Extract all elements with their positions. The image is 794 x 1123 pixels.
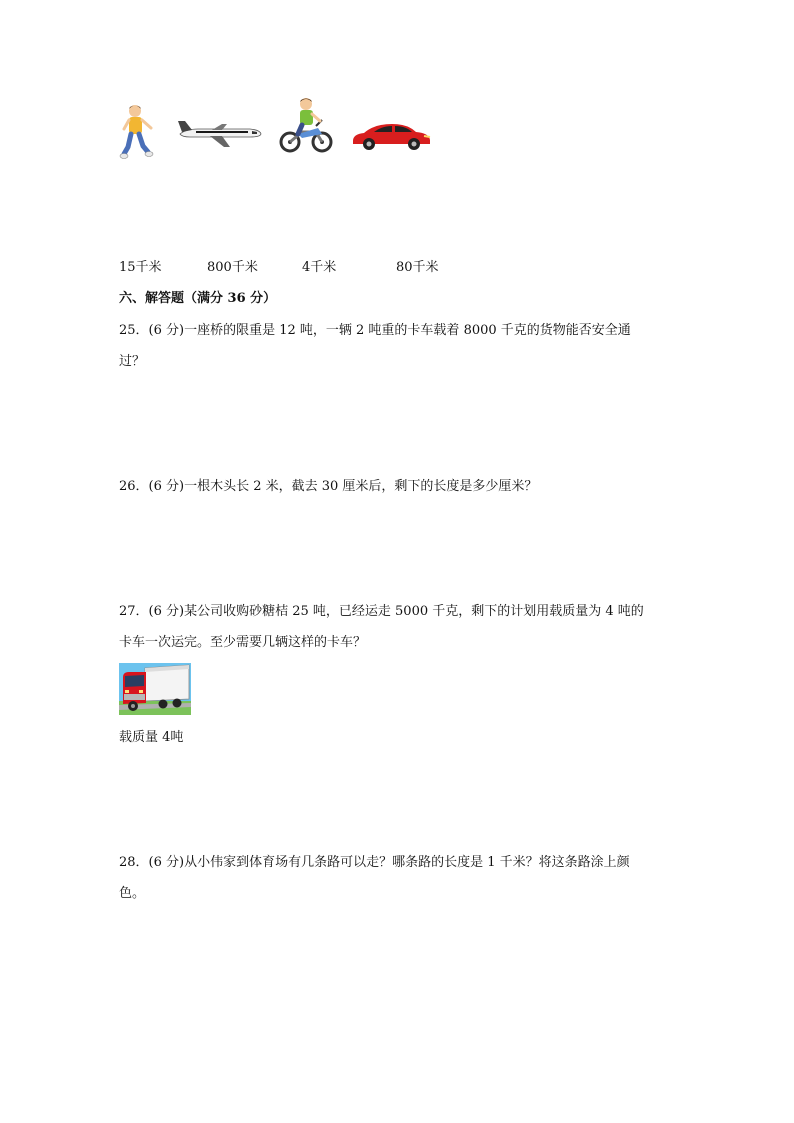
speed-label-car: 80千米 [396, 260, 439, 275]
truck-image [119, 663, 191, 715]
airplane-image [176, 118, 262, 148]
question-25-line-1: 25．(6 分)一座桥的限重是 12 吨，一辆 2 吨重的卡车载着 8000 千克的货物能否安全通 [119, 323, 631, 338]
question-28-line-1: 28．(6 分)从小伟家到体育场有几条路可以走？哪条路的长度是 1 千米？将这条路涂上颜 [119, 855, 630, 870]
question-28-line-2: 色。 [119, 886, 146, 901]
speed-label-walk: 15千米 [119, 260, 162, 275]
walking-boy-image [118, 102, 156, 160]
motorcyclist-image [278, 96, 336, 154]
section-title: 六、解答题（满分 36 分） [119, 291, 277, 306]
question-25-line-2: 过？ [119, 354, 146, 369]
speed-label-plane: 800千米 [207, 260, 258, 275]
red-car-image [350, 121, 432, 151]
question-27-line-1: 27．(6 分)某公司收购砂糖桔 25 吨，已经运走 5000 千克，剩下的计划用载质量为 4 吨的 [119, 604, 644, 619]
truck-caption: 载质量 4吨 [119, 730, 184, 745]
question-26-line-1: 26．(6 分)一根木头长 2 米，截去 30 厘米后，剩下的长度是多少厘米？ [119, 479, 538, 494]
question-27-line-2: 卡车一次运完。至少需要几辆这样的卡车？ [119, 635, 367, 650]
speed-label-motorcycle: 4千米 [302, 260, 337, 275]
